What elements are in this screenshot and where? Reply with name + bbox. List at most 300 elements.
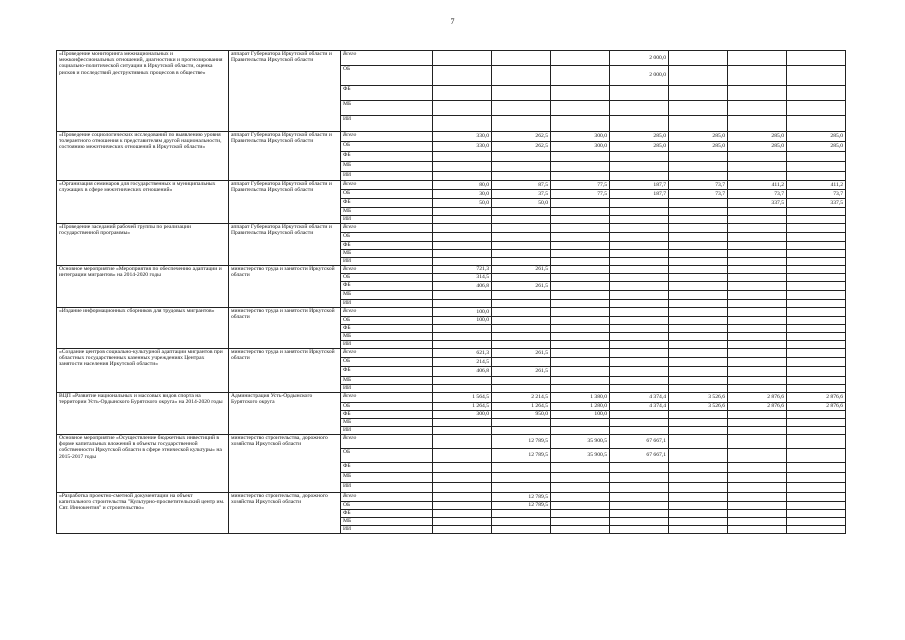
amount-cell [610, 216, 669, 224]
amount-cell [433, 162, 492, 172]
amount-cell [728, 224, 787, 233]
amount-cell: 2 000,0 [610, 66, 669, 86]
amount-cell [551, 341, 610, 349]
funding-source-cell: Всего [341, 493, 433, 502]
amount-cell [610, 377, 669, 385]
amount-cell [610, 473, 669, 483]
funding-source-cell: ФБ [341, 199, 433, 208]
funding-source-cell: ФБ [341, 152, 433, 162]
amount-cell [551, 419, 610, 427]
amount-cell [610, 162, 669, 172]
funding-source-cell: МБ [341, 101, 433, 116]
amount-cell [551, 308, 610, 317]
table-row [57, 308, 846, 317]
amount-cell [433, 242, 492, 250]
funding-source-cell: ОБ [341, 66, 433, 86]
amount-cell [787, 250, 846, 258]
amount-cell [728, 308, 787, 317]
funding-source-cell: Всего [341, 51, 433, 66]
amount-cell [728, 333, 787, 341]
amount-cell [492, 162, 551, 172]
event-name-cell: «Организация семинаров для государственных и муниципальных служащих в сфере межэтнических отношений» [57, 181, 229, 224]
amount-cell [551, 377, 610, 385]
funding-source-cell: ИИ [341, 172, 433, 181]
executor-cell: министерство строительства, дорожного хозяйства Иркутской области [229, 493, 341, 534]
amount-cell: 77,5 [551, 190, 610, 199]
funding-source-cell: ФБ [341, 242, 433, 250]
event-name-cell: ВЦП «Развитие национальных и массовых видов спорта на территории Усть-Ордынского Бурятского округа» на 2014-2020 годы [57, 393, 229, 435]
amount-cell [492, 341, 551, 349]
amount-cell [787, 224, 846, 233]
amount-cell [551, 385, 610, 393]
amount-cell [610, 199, 669, 208]
amount-cell [669, 291, 728, 300]
amount-cell [669, 86, 728, 101]
amount-cell: 12 789,5 [492, 449, 551, 463]
amount-cell [787, 282, 846, 291]
amount-cell: 187,7 [610, 190, 669, 199]
amount-cell [787, 419, 846, 427]
funding-source-cell: ОБ [341, 190, 433, 199]
amount-cell [669, 250, 728, 258]
amount-cell [787, 325, 846, 333]
amount-cell: 77,5 [551, 181, 610, 190]
funding-source-cell: МБ [341, 377, 433, 385]
amount-cell [551, 291, 610, 300]
funding-source-cell: МБ [341, 208, 433, 216]
amount-cell [433, 493, 492, 502]
amount-cell [551, 349, 610, 358]
amount-cell [433, 250, 492, 258]
amount-cell [669, 518, 728, 526]
amount-cell [433, 152, 492, 162]
amount-cell [669, 483, 728, 493]
amount-cell [669, 233, 728, 242]
amount-cell [433, 325, 492, 333]
amount-cell [551, 274, 610, 282]
amount-cell: 1 564,5 [433, 393, 492, 403]
amount-cell: 214,5 [433, 358, 492, 367]
amount-cell [492, 510, 551, 518]
amount-cell: 285,0 [787, 142, 846, 152]
table-row [57, 349, 846, 358]
amount-cell: 2 876,6 [728, 403, 787, 411]
funding-source-cell: ИИ [341, 483, 433, 493]
amount-cell [492, 526, 551, 534]
page-number: 7 [450, 17, 455, 26]
event-name-cell: «Проведение заседаний рабочей группы по реализации государственной программы» [57, 224, 229, 266]
amount-cell: 2 876,6 [728, 393, 787, 403]
executor-cell: министерство труда и занятости Иркутской области [229, 349, 341, 393]
amount-cell [728, 300, 787, 308]
amount-cell [551, 510, 610, 518]
amount-cell [610, 510, 669, 518]
amount-cell: 30,0 [433, 190, 492, 199]
amount-cell [551, 116, 610, 132]
amount-cell [433, 116, 492, 132]
amount-cell [787, 274, 846, 282]
amount-cell [551, 216, 610, 224]
amount-cell [551, 162, 610, 172]
amount-cell [492, 274, 551, 282]
amount-cell [610, 308, 669, 317]
amount-cell [728, 526, 787, 534]
amount-cell [433, 258, 492, 266]
funding-source-cell: Всего [341, 181, 433, 190]
amount-cell [669, 308, 728, 317]
amount-cell [669, 493, 728, 502]
amount-cell [669, 274, 728, 282]
amount-cell [728, 172, 787, 181]
amount-cell [728, 325, 787, 333]
amount-cell: 406,8 [433, 282, 492, 291]
amount-cell [492, 463, 551, 473]
amount-cell [728, 427, 787, 435]
amount-cell [433, 377, 492, 385]
amount-cell [728, 463, 787, 473]
amount-cell: 1 380,0 [551, 393, 610, 403]
amount-cell [492, 242, 551, 250]
amount-cell [433, 66, 492, 86]
amount-cell [492, 308, 551, 317]
amount-cell [669, 502, 728, 510]
funding-source-cell: ОБ [341, 403, 433, 411]
amount-cell [492, 291, 551, 300]
amount-cell [787, 349, 846, 358]
amount-cell [787, 101, 846, 116]
amount-cell [728, 349, 787, 358]
amount-cell [669, 216, 728, 224]
amount-cell [492, 300, 551, 308]
executor-cell: министерство труда и занятости Иркутской области [229, 308, 341, 349]
amount-cell [728, 411, 787, 419]
amount-cell: 330,0 [433, 132, 492, 142]
amount-cell: 100,0 [433, 308, 492, 317]
amount-cell [728, 266, 787, 274]
amount-cell [551, 367, 610, 377]
amount-cell [669, 199, 728, 208]
amount-cell [551, 358, 610, 367]
event-name-cell: «Проведение мониторинга межнациональных и межконфессиональных отношений, диагностики и прогнозирования социально-политической ситуации в Иркутской области, оценка рисков и последствий деструктивных процессов в обществе» [57, 51, 229, 132]
amount-cell [492, 172, 551, 181]
amount-cell: 2 000,0 [610, 51, 669, 66]
amount-cell [433, 51, 492, 66]
amount-cell: 100,0 [551, 411, 610, 419]
amount-cell [492, 258, 551, 266]
amount-cell [433, 510, 492, 518]
amount-cell [551, 250, 610, 258]
amount-cell [728, 233, 787, 242]
amount-cell [669, 449, 728, 463]
amount-cell: 80,0 [433, 181, 492, 190]
amount-cell [492, 325, 551, 333]
amount-cell [669, 463, 728, 473]
amount-cell: 73,7 [787, 190, 846, 199]
amount-cell [728, 66, 787, 86]
amount-cell [610, 266, 669, 274]
amount-cell [433, 502, 492, 510]
amount-cell [728, 282, 787, 291]
amount-cell [787, 358, 846, 367]
funding-source-cell: ИИ [341, 526, 433, 534]
amount-cell [492, 377, 551, 385]
amount-cell [787, 162, 846, 172]
table-row [57, 266, 846, 274]
amount-cell [669, 242, 728, 250]
amount-cell [492, 101, 551, 116]
amount-cell [728, 162, 787, 172]
amount-cell [669, 266, 728, 274]
amount-cell [787, 116, 846, 132]
amount-cell [669, 101, 728, 116]
amount-cell [787, 510, 846, 518]
amount-cell: 4 374,4 [610, 393, 669, 403]
amount-cell [492, 216, 551, 224]
amount-cell [492, 116, 551, 132]
amount-cell [433, 216, 492, 224]
funding-source-cell: ОБ [341, 449, 433, 463]
amount-cell: 100,0 [433, 317, 492, 325]
amount-cell: 35 900,5 [551, 449, 610, 463]
table-row [57, 51, 846, 66]
amount-cell [669, 208, 728, 216]
amount-cell [728, 385, 787, 393]
funding-source-cell: МБ [341, 473, 433, 483]
amount-cell [669, 333, 728, 341]
amount-cell [610, 152, 669, 162]
amount-cell [610, 172, 669, 181]
funding-source-cell: МБ [341, 518, 433, 526]
amount-cell [787, 86, 846, 101]
amount-cell [433, 435, 492, 449]
amount-cell: 12 789,5 [492, 502, 551, 510]
amount-cell [728, 216, 787, 224]
amount-cell [728, 152, 787, 162]
amount-cell [492, 86, 551, 101]
amount-cell [669, 282, 728, 291]
amount-cell [669, 526, 728, 534]
amount-cell [610, 233, 669, 242]
amount-cell: 2 876,6 [787, 403, 846, 411]
amount-cell: 37,5 [492, 190, 551, 199]
amount-cell [787, 172, 846, 181]
amount-cell [787, 473, 846, 483]
event-name-cell: Основное мероприятие «Осуществление бюджетных инвестиций в форме капитальных вложений в объекты государственной собственности Иркутской области в сфере этнической культуры» на 2015-2017 годы [57, 435, 229, 493]
amount-cell [787, 493, 846, 502]
amount-cell [433, 101, 492, 116]
amount-cell [728, 518, 787, 526]
amount-cell [551, 493, 610, 502]
amount-cell: 1 280,0 [551, 403, 610, 411]
amount-cell: 285,0 [610, 132, 669, 142]
amount-cell [728, 377, 787, 385]
amount-cell [433, 427, 492, 435]
amount-cell: 12 789,5 [492, 435, 551, 449]
funding-source-cell: ИИ [341, 341, 433, 349]
amount-cell [551, 66, 610, 86]
funding-source-cell: ФБ [341, 86, 433, 101]
executor-cell: аппарат Губернатора Иркутской области и Правительства Иркутской области [229, 181, 341, 224]
amount-cell: 2 214,5 [492, 393, 551, 403]
funding-source-cell: ИИ [341, 385, 433, 393]
funding-source-cell: ИИ [341, 216, 433, 224]
funding-source-cell: ОБ [341, 233, 433, 242]
table-row [57, 493, 846, 502]
amount-cell [787, 266, 846, 274]
amount-cell [433, 341, 492, 349]
amount-cell [669, 367, 728, 377]
amount-cell [787, 341, 846, 349]
amount-cell [610, 208, 669, 216]
amount-cell [669, 427, 728, 435]
amount-cell: 1 264,5 [433, 403, 492, 411]
amount-cell [669, 473, 728, 483]
amount-cell [610, 411, 669, 419]
amount-cell: 721,3 [433, 266, 492, 274]
amount-cell [669, 419, 728, 427]
funding-source-cell: МБ [341, 250, 433, 258]
amount-cell [787, 66, 846, 86]
funding-source-cell: Всего [341, 266, 433, 274]
amount-cell [787, 427, 846, 435]
amount-cell [787, 308, 846, 317]
amount-cell: 411,2 [728, 181, 787, 190]
amount-cell: 2 876,6 [787, 393, 846, 403]
amount-cell [433, 224, 492, 233]
amount-cell [433, 526, 492, 534]
executor-cell: министерство строительства, дорожного хозяйства Иркутской области [229, 435, 341, 493]
amount-cell [610, 250, 669, 258]
amount-cell [787, 291, 846, 300]
amount-cell [551, 473, 610, 483]
event-name-cell: «Разработка проектно-сметной документации на объект капитального строительства "Культурно-просветительский центр им. Свт. Иннокентия" и строительство» [57, 493, 229, 534]
amount-cell [669, 152, 728, 162]
amount-cell [610, 291, 669, 300]
amount-cell [669, 385, 728, 393]
amount-cell [551, 233, 610, 242]
amount-cell [551, 172, 610, 181]
amount-cell [728, 367, 787, 377]
amount-cell [728, 116, 787, 132]
amount-cell [610, 258, 669, 266]
amount-cell [669, 51, 728, 66]
table-row [57, 224, 846, 233]
amount-cell [669, 435, 728, 449]
amount-cell [551, 502, 610, 510]
amount-cell [492, 358, 551, 367]
funding-source-cell: ИИ [341, 116, 433, 132]
amount-cell [728, 208, 787, 216]
amount-cell [787, 233, 846, 242]
amount-cell: 73,7 [728, 190, 787, 199]
amount-cell [610, 427, 669, 435]
amount-cell [551, 300, 610, 308]
amount-cell [669, 411, 728, 419]
amount-cell [728, 258, 787, 266]
amount-cell [551, 518, 610, 526]
amount-cell [610, 526, 669, 534]
event-name-cell: Основное мероприятие «Мероприятия по обеспечению адаптации и интеграции мигрантов» на 2014-2020 годы [57, 266, 229, 308]
amount-cell: 621,3 [433, 349, 492, 358]
amount-cell [787, 216, 846, 224]
amount-cell [610, 463, 669, 473]
amount-cell [610, 101, 669, 116]
table-row [57, 393, 846, 403]
amount-cell [492, 483, 551, 493]
amount-cell [492, 66, 551, 86]
amount-cell [787, 377, 846, 385]
amount-cell [610, 367, 669, 377]
amount-cell: 261,5 [492, 367, 551, 377]
amount-cell [610, 502, 669, 510]
amount-cell [610, 242, 669, 250]
amount-cell [787, 367, 846, 377]
amount-cell [433, 291, 492, 300]
event-name-cell: «Создание центров социально-культурной адаптации мигрантов при областных государственных казенных учреждениях Центрах занятости населения Иркутской области» [57, 349, 229, 393]
amount-cell [728, 51, 787, 66]
funding-source-cell: МБ [341, 162, 433, 172]
funding-source-cell: ИИ [341, 300, 433, 308]
amount-cell [728, 341, 787, 349]
amount-cell [433, 449, 492, 463]
amount-cell [551, 526, 610, 534]
amount-cell [787, 385, 846, 393]
amount-cell [433, 86, 492, 101]
amount-cell [728, 317, 787, 325]
event-name-cell: «Проведение социологических исследований по выявлению уровня толерантного отношения к представителям другой национальности, состоянию межэтнических отношений в Иркутской области» [57, 132, 229, 181]
funding-source-cell: МБ [341, 291, 433, 300]
amount-cell [551, 427, 610, 435]
amount-cell: 330,0 [433, 142, 492, 152]
funding-source-cell: ИИ [341, 427, 433, 435]
amount-cell [551, 242, 610, 250]
amount-cell [787, 526, 846, 534]
amount-cell: 411,2 [787, 181, 846, 190]
amount-cell [728, 242, 787, 250]
amount-cell [433, 419, 492, 427]
amount-cell [610, 300, 669, 308]
amount-cell [433, 233, 492, 242]
amount-cell [492, 427, 551, 435]
amount-cell [610, 224, 669, 233]
amount-cell [787, 317, 846, 325]
amount-cell [492, 152, 551, 162]
budget-table-body [57, 51, 846, 534]
amount-cell [787, 435, 846, 449]
amount-cell [787, 449, 846, 463]
funding-source-cell: Всего [341, 308, 433, 317]
amount-cell [610, 282, 669, 291]
amount-cell: 67 667,1 [610, 435, 669, 449]
amount-cell [551, 333, 610, 341]
amount-cell: 285,0 [787, 132, 846, 142]
amount-cell [787, 258, 846, 266]
amount-cell [433, 483, 492, 493]
amount-cell [728, 483, 787, 493]
amount-cell [610, 483, 669, 493]
executor-cell: аппарат Губернатора Иркутской области и Правительства Иркутской области [229, 51, 341, 132]
amount-cell [610, 518, 669, 526]
amount-cell [669, 66, 728, 86]
amount-cell [669, 341, 728, 349]
funding-source-cell: ОБ [341, 358, 433, 367]
amount-cell [492, 208, 551, 216]
amount-cell [492, 419, 551, 427]
amount-cell [787, 502, 846, 510]
funding-source-cell: ФБ [341, 510, 433, 518]
amount-cell [728, 419, 787, 427]
funding-source-cell: Всего [341, 132, 433, 142]
